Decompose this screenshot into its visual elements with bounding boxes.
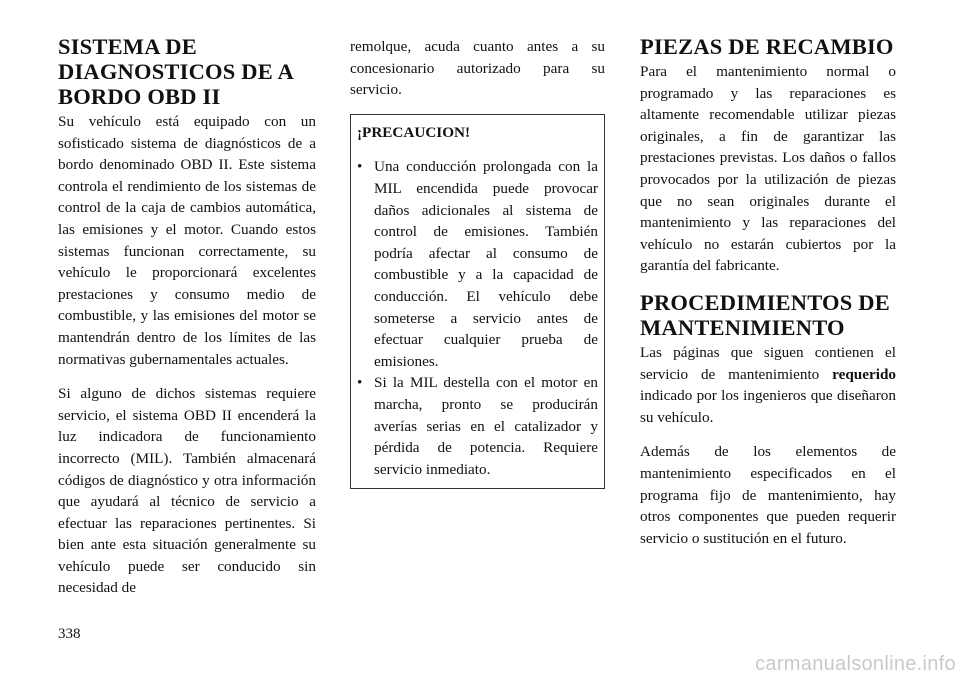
warning-item-text: Si la MIL destella con el motor en marcha, pronto se producirán averías serias en el catalizador y pérdida de potencia. Requiere servicio inmediato. xyxy=(374,374,598,478)
bullet-icon: • xyxy=(357,158,363,176)
paragraph: Para el mantenimiento normal o programado y las reparaciones es altamente recomendable utilizar piezas originales, a fin de garantizar las prestaciones previstas. Los daños o fallos provocados por la utilización de piezas que no sean originales durante el mantenimiento y las reparaciones del vehículo no estarán cubiertos por la garantía del fabricante. xyxy=(640,63,896,275)
paragraph: remolque, acuda cuanto antes a su concesionario autorizado para su servicio. xyxy=(350,38,605,99)
text-run: indicado por los ingenieros que diseñaron su vehículo. xyxy=(640,387,896,426)
paragraph: Además de los elementos de mantenimiento especificados en el programa fijo de mantenimiento, hay otros componentes que pueden requerir servicio o sustitución en el futuro. xyxy=(640,443,896,547)
paragraph xyxy=(640,342,896,428)
text-run: Las páginas que siguen contienen el servicio de mantenimiento xyxy=(640,343,896,383)
column-left xyxy=(58,34,316,612)
section-heading-parts: PIEZAS DE RECAMBIO xyxy=(640,34,894,59)
column-middle xyxy=(350,36,605,489)
section-heading-maintenance: PROCEDIMIENTOS DE MANTENIMIENTO xyxy=(640,289,890,340)
paragraph: Si alguno de dichos sistemas requiere servicio, el sistema OBD II encenderá la luz indicadora de funcionamiento incorrecto (MIL). También almacenará códigos de diagnóstico y otra información que ayudará al técnico de servicio a efectuar las reparaciones pertinentes. Si bien ante esta situación generalmente su vehículo puede ser conducido sin necesidad de xyxy=(58,385,316,597)
bullet-icon: • xyxy=(357,374,363,392)
warning-item xyxy=(357,156,598,372)
warning-box xyxy=(350,114,605,490)
emphasis-required: requerido xyxy=(832,365,896,383)
column-right xyxy=(640,34,896,562)
warning-list xyxy=(357,156,598,480)
warning-item xyxy=(357,372,598,480)
section-heading-obd: SISTEMA DE DIAGNOSTICOS DE A BORDO OBD II xyxy=(58,34,293,109)
watermark: carmanualsonline.info xyxy=(755,653,956,675)
paragraph: Su vehículo está equipado con un sofisticado sistema de diagnósticos de a bordo denominado OBD II. Este sistema controla el rendimiento de los sistemas de control de la caja de cambios automática, las emisiones y el motor. Cuando estos sistemas funcionan correctamente, su vehículo le proporcionará excelentes prestaciones y consumo medio de combustible, y las emisiones del motor se mantendrán dentro de los límites de las normativas gubernamentales actuales. xyxy=(58,113,316,368)
page-number: 338 xyxy=(58,626,81,642)
warning-item-text: Una conducción prolongada con la MIL encendida puede provocar daños adicionales al sistema de control de emisiones. También podría afectar al consumo de combustible y a la capacidad de conducción. El vehículo debe someterse a servicio antes de efectuar cualquier prueba de emisiones. xyxy=(374,158,598,370)
warning-title: ¡PRECAUCION! xyxy=(357,123,471,141)
